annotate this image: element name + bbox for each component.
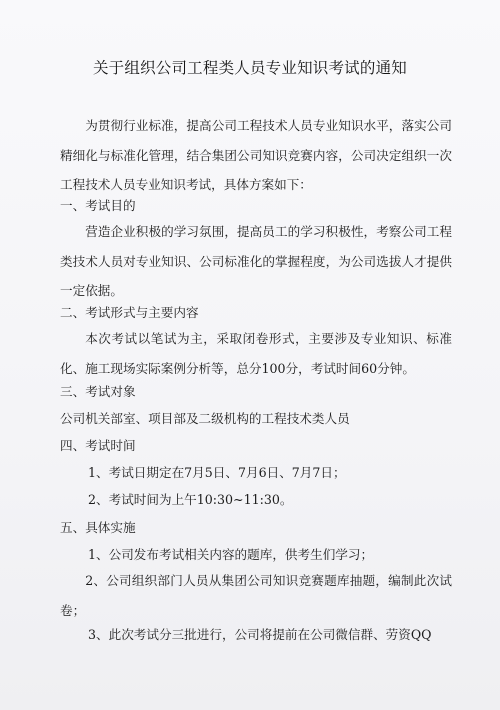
document-title: 关于组织公司工程类人员专业知识考试的通知 [92, 59, 407, 77]
audience-text: 公司机关部室、项目部及二级机构的工程技术类人员 [60, 411, 350, 426]
section-heading-time: 四、考试时间 [60, 438, 136, 453]
time-item: 1、考试日期定在7月5日、7月6日、7月7日； [88, 465, 346, 480]
section-heading-purpose: 一、考试目的 [60, 198, 136, 213]
section-heading-implementation: 五、具体实施 [60, 520, 136, 535]
intro-paragraph: 为贯彻行业标准，提高公司工程技术人员专业知识水平，落实公司精细化与标准化管理，结合集团公司知识竞赛内容，公司决定组织一次工程技术人员专业知识考试，具体方案如下： [60, 118, 452, 192]
section-heading-audience: 三、考试对象 [60, 384, 136, 399]
implementation-item: 2、公司组织部门人员从集团公司知识竞赛题库抽题，编制此次试卷； [60, 573, 452, 618]
implementation-item: 1、公司发布考试相关内容的题库，供考生们学习； [88, 547, 374, 562]
section-heading-format: 二、考试形式与主要内容 [60, 305, 199, 320]
implementation-item: 3、此次考试分三批进行，公司将提前在公司微信群、劳资QQ [88, 627, 432, 642]
format-paragraph: 本次考试以笔试为主，采取闭卷形式，主要涉及专业知识、标准化、施工现场实际案例分析等，总分100分，考试时间60分钟。 [60, 331, 452, 376]
time-item: 2、考试时间为上午10:30~11:30。 [88, 492, 293, 507]
purpose-paragraph: 营造企业积极的学习氛围，提高员工的学习积极性，考察公司工程类技术人员对专业知识、公司标准化的掌握程度，为公司选拔人才提供一定依据。 [60, 224, 452, 298]
